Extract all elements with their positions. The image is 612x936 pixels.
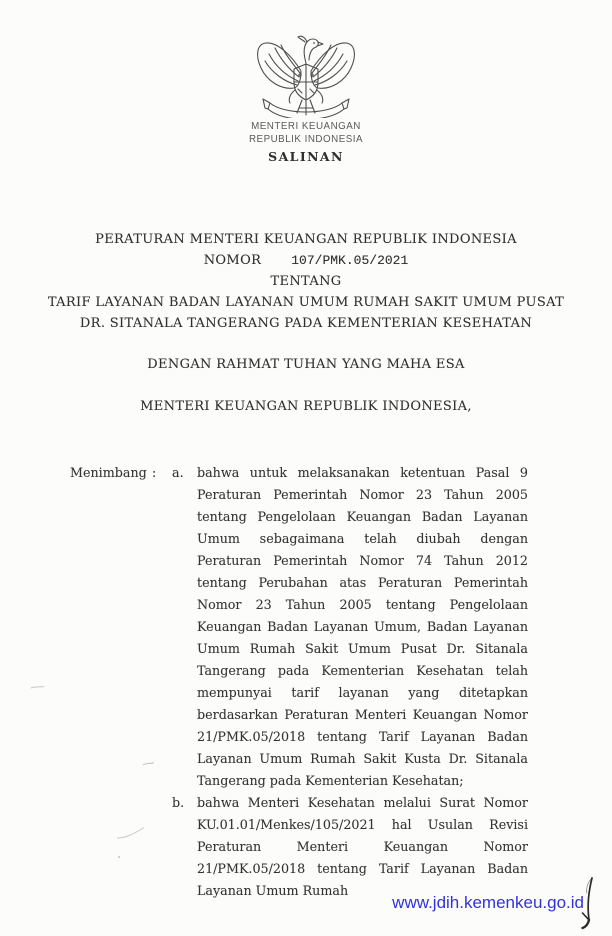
- considerations-items: [172, 462, 528, 902]
- consideration-item-a-text: bahwa untuk melaksanakan ketentuan Pasal 9 Peraturan Pemerintah Nomor 23 Tahun 2005 tentang Pengelolaan Keuangan Badan Layanan Umum sebagaimana telah diubah dengan Peraturan Pemerintah Nomor 74 Tahun 2012 tentang Perubahan atas Peraturan Pemerintah Nomor 23 Tahun 2005 tentang Pengelolaan Keuangan Badan Layanan Umum, Badan Layanan Umum Rumah Sakit Umum Pusat Dr. Sitanala Tangerang pada Kementerian Kesehatan telah mempunyai tarif layanan yang ditetapkan berdasarkan Peraturan Menteri Keuangan Nomor 21/PMK.05/2018 tentang Tarif Layanan Badan Layanan Umum Rumah Sakit Kusta Dr. Sitanala Tangerang pada Kementerian Kesehatan;: [197, 465, 528, 788]
- consideration-item-b: [172, 792, 528, 902]
- regulation-heading: PERATURAN MENTERI KEUANGAN REPUBLIK INDONESIA: [95, 232, 517, 247]
- scan-artifact: [118, 856, 120, 858]
- scan-artifact: [30, 684, 46, 692]
- regulation-about-label: TENTANG: [270, 274, 342, 289]
- regulation-number-label: NOMOR: [203, 253, 262, 268]
- considerations-separator: :: [152, 465, 157, 480]
- regulation-number-value: 107/PMK.05/2021: [291, 253, 409, 268]
- ministry-name-line1: MENTERI KEUANGAN: [251, 121, 361, 132]
- jdih-watermark-link[interactable]: www.jdih.kemenkeu.go.id: [392, 893, 584, 912]
- considerations-label: Menimbang: [70, 465, 147, 480]
- consideration-item-b-text: bahwa Menteri Kesehatan melalui Surat Nomor KU.01.01/Menkes/105/2021 hal Usulan Revisi Peraturan Menteri Keuangan Nomor 21/PMK.05/2018 tentang Tarif Layanan Badan Layanan Umum Rumah: [197, 795, 528, 898]
- consideration-item-b-marker: b.: [172, 795, 185, 810]
- invocation-line: DENGAN RAHMAT TUHAN YANG MAHA ESA: [147, 357, 465, 372]
- ministry-name-line2: REPUBLIK INDONESIA: [248, 133, 364, 145]
- consideration-item-a-marker: a.: [172, 465, 184, 480]
- copy-stamp-label: SALINAN: [268, 149, 344, 164]
- regulation-subject-line1: TARIF LAYANAN BADAN LAYANAN UMUM RUMAH SAKIT UMUM PUSAT: [47, 295, 565, 310]
- garuda-pancasila-emblem: [254, 30, 358, 118]
- scan-artifact: [116, 826, 146, 841]
- letterhead-ministry: [0, 121, 612, 146]
- regulation-subject-line2: DR. SITANALA TANGERANG PADA KEMENTERIAN KESEHATAN: [79, 316, 533, 331]
- regulation-number-line: [0, 250, 612, 271]
- scan-artifact: [142, 760, 156, 768]
- consideration-item-a: [172, 462, 528, 792]
- regulation-title-block: [0, 229, 612, 334]
- issuer-line: MENTERI KEUANGAN REPUBLIK INDONESIA,: [140, 399, 472, 414]
- pen-mark-icon: [574, 874, 602, 932]
